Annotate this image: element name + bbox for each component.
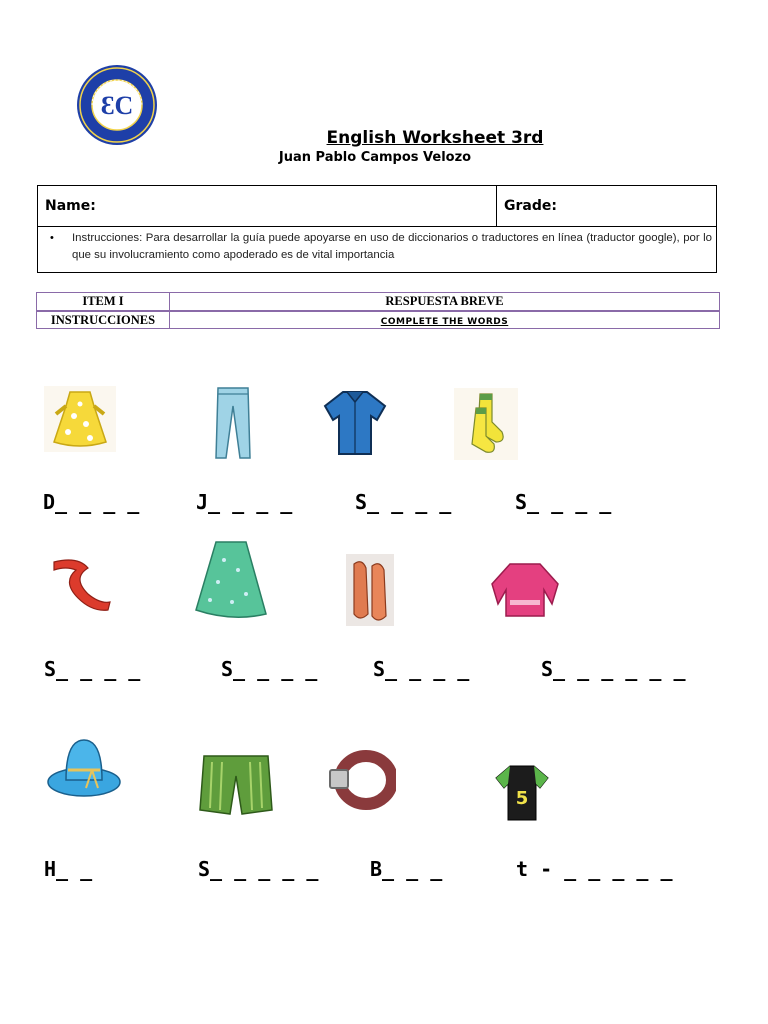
shorts-icon xyxy=(198,752,274,816)
word-tshirt: t - _ _ _ _ _ xyxy=(516,857,673,881)
svg-text:ƐC: ƐC xyxy=(100,91,134,120)
scarf-icon xyxy=(48,554,114,612)
instructions-cell xyxy=(38,227,716,273)
word-belt: B_ _ _ xyxy=(370,857,443,881)
item-row xyxy=(37,293,719,312)
word-dress: D_ _ _ _ xyxy=(43,490,140,514)
skirt-icon xyxy=(194,540,268,620)
student-info-table xyxy=(37,185,717,273)
word-skirt: S_ _ _ _ xyxy=(221,657,318,681)
word-jeans: J_ _ _ _ xyxy=(196,490,293,514)
instructions-row xyxy=(37,312,719,329)
tshirt-icon xyxy=(494,764,550,822)
hat-icon xyxy=(46,736,122,800)
word-socks: S_ _ _ _ xyxy=(515,490,612,514)
word-shirt: S_ _ _ _ xyxy=(355,490,452,514)
belt-icon xyxy=(326,744,396,818)
name-label: Name: xyxy=(45,198,96,214)
word-shoes: S_ _ _ _ xyxy=(373,657,470,681)
jeans-icon xyxy=(210,386,256,460)
word-hat: H_ _ xyxy=(44,857,93,881)
school-logo xyxy=(76,64,158,146)
shoes-icon xyxy=(346,554,394,626)
shirt-icon xyxy=(323,388,387,458)
word-scarf: S_ _ _ _ xyxy=(44,657,141,681)
author-name: Juan Pablo Campos Velozo xyxy=(278,150,472,165)
bullet-icon: • xyxy=(50,232,54,244)
instructions-text: Instrucciones: Para desarrollar la guía puede apoyarse en uso de diccionarios o traductores en línea (traductor google), por lo que su involucramiento como apoderado es de vital importancia xyxy=(72,232,712,261)
name-cell[interactable] xyxy=(38,186,497,226)
dress-icon xyxy=(44,386,116,452)
sweater-icon xyxy=(488,560,562,620)
socks-icon xyxy=(454,388,518,460)
item-value: RESPUESTA BREVE xyxy=(385,294,504,308)
word-sweater: S_ _ _ _ _ _ xyxy=(541,657,686,681)
instructions-value: COMPLETE THE WORDS xyxy=(380,317,509,327)
grade-label: Grade: xyxy=(504,198,557,214)
worksheet-title: English Worksheet 3rd xyxy=(326,128,544,148)
item-table xyxy=(36,292,720,329)
name-grade-row xyxy=(38,186,716,227)
word-shorts: S_ _ _ _ _ xyxy=(198,857,319,881)
item-label: ITEM I xyxy=(37,293,170,310)
svg-text:5: 5 xyxy=(515,788,529,809)
instructions-label: INSTRUCCIONES xyxy=(37,312,170,329)
